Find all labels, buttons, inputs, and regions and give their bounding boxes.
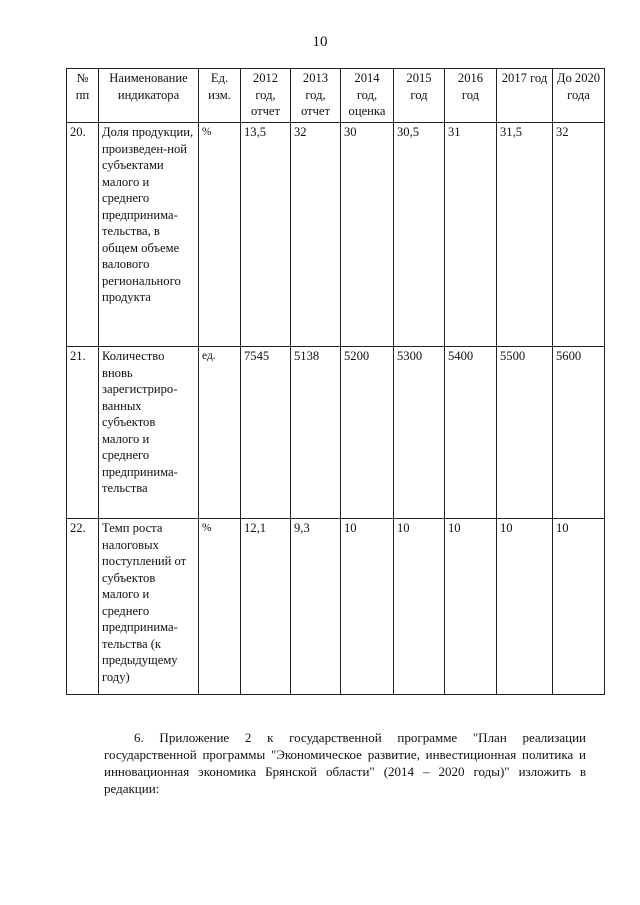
- indicator-name: Темп роста налоговых поступлений от субъектов малого и среднего предпринима-тельства (к предыдущему году): [99, 519, 199, 695]
- value-2012: 13,5: [241, 123, 291, 347]
- value-2014: 5200: [341, 347, 394, 519]
- indicator-name: Доля продукции, произведен-ной субъектами малого и среднего предпринима-тельства, в общем объеме валового регионального продукта: [99, 123, 199, 347]
- header-2015: 2015 год: [394, 69, 445, 123]
- indicators-table: [66, 68, 605, 695]
- value-2015: 30,5: [394, 123, 445, 347]
- table-row: [67, 519, 605, 695]
- page-number: 10: [312, 34, 328, 50]
- row-number: 20.: [67, 123, 99, 347]
- value-2017: 5500: [497, 347, 553, 519]
- header-2014: 2014 год, оценка: [341, 69, 394, 123]
- indicator-unit: ед.: [199, 347, 241, 519]
- row-number: 21.: [67, 347, 99, 519]
- value-2020: 10: [553, 519, 605, 695]
- value-2014: 30: [341, 123, 394, 347]
- header-2012: 2012 год, отчет: [241, 69, 291, 123]
- value-2013: 5138: [291, 347, 341, 519]
- indicator-unit: %: [199, 519, 241, 695]
- table-header-row: [67, 69, 605, 123]
- header-2013: 2013 год, отчет: [291, 69, 341, 123]
- row-number: 22.: [67, 519, 99, 695]
- value-2017: 31,5: [497, 123, 553, 347]
- value-2013: 32: [291, 123, 341, 347]
- value-2016: 10: [445, 519, 497, 695]
- value-2015: 10: [394, 519, 445, 695]
- value-2014: 10: [341, 519, 394, 695]
- value-2016: 31: [445, 123, 497, 347]
- header-2020: До 2020 года: [553, 69, 605, 123]
- header-num: № пп: [67, 69, 99, 123]
- header-2017: 2017 год: [497, 69, 553, 123]
- value-2020: 5600: [553, 347, 605, 519]
- value-2012: 12,1: [241, 519, 291, 695]
- indicator-unit: %: [199, 123, 241, 347]
- value-2012: 7545: [241, 347, 291, 519]
- value-2013: 9,3: [291, 519, 341, 695]
- amendment-paragraph: 6. Приложение 2 к государственной программе "План реализации государственной программы "Экономическое развитие, инвестиционная политика и инновационная экономика Брянской области" (2014 – 2020 годы)" изложить в редакции:: [104, 730, 586, 796]
- table-row: [67, 123, 605, 347]
- table-row: [67, 347, 605, 519]
- header-2016: 2016 год: [445, 69, 497, 123]
- header-unit: Ед. изм.: [199, 69, 241, 123]
- value-2015: 5300: [394, 347, 445, 519]
- indicator-name: Количество вновь зарегистриро-ванных субъектов малого и среднего предпринима-тельства: [99, 347, 199, 519]
- value-2016: 5400: [445, 347, 497, 519]
- value-2020: 32: [553, 123, 605, 347]
- value-2017: 10: [497, 519, 553, 695]
- header-name: Наименование индикатора: [99, 69, 199, 123]
